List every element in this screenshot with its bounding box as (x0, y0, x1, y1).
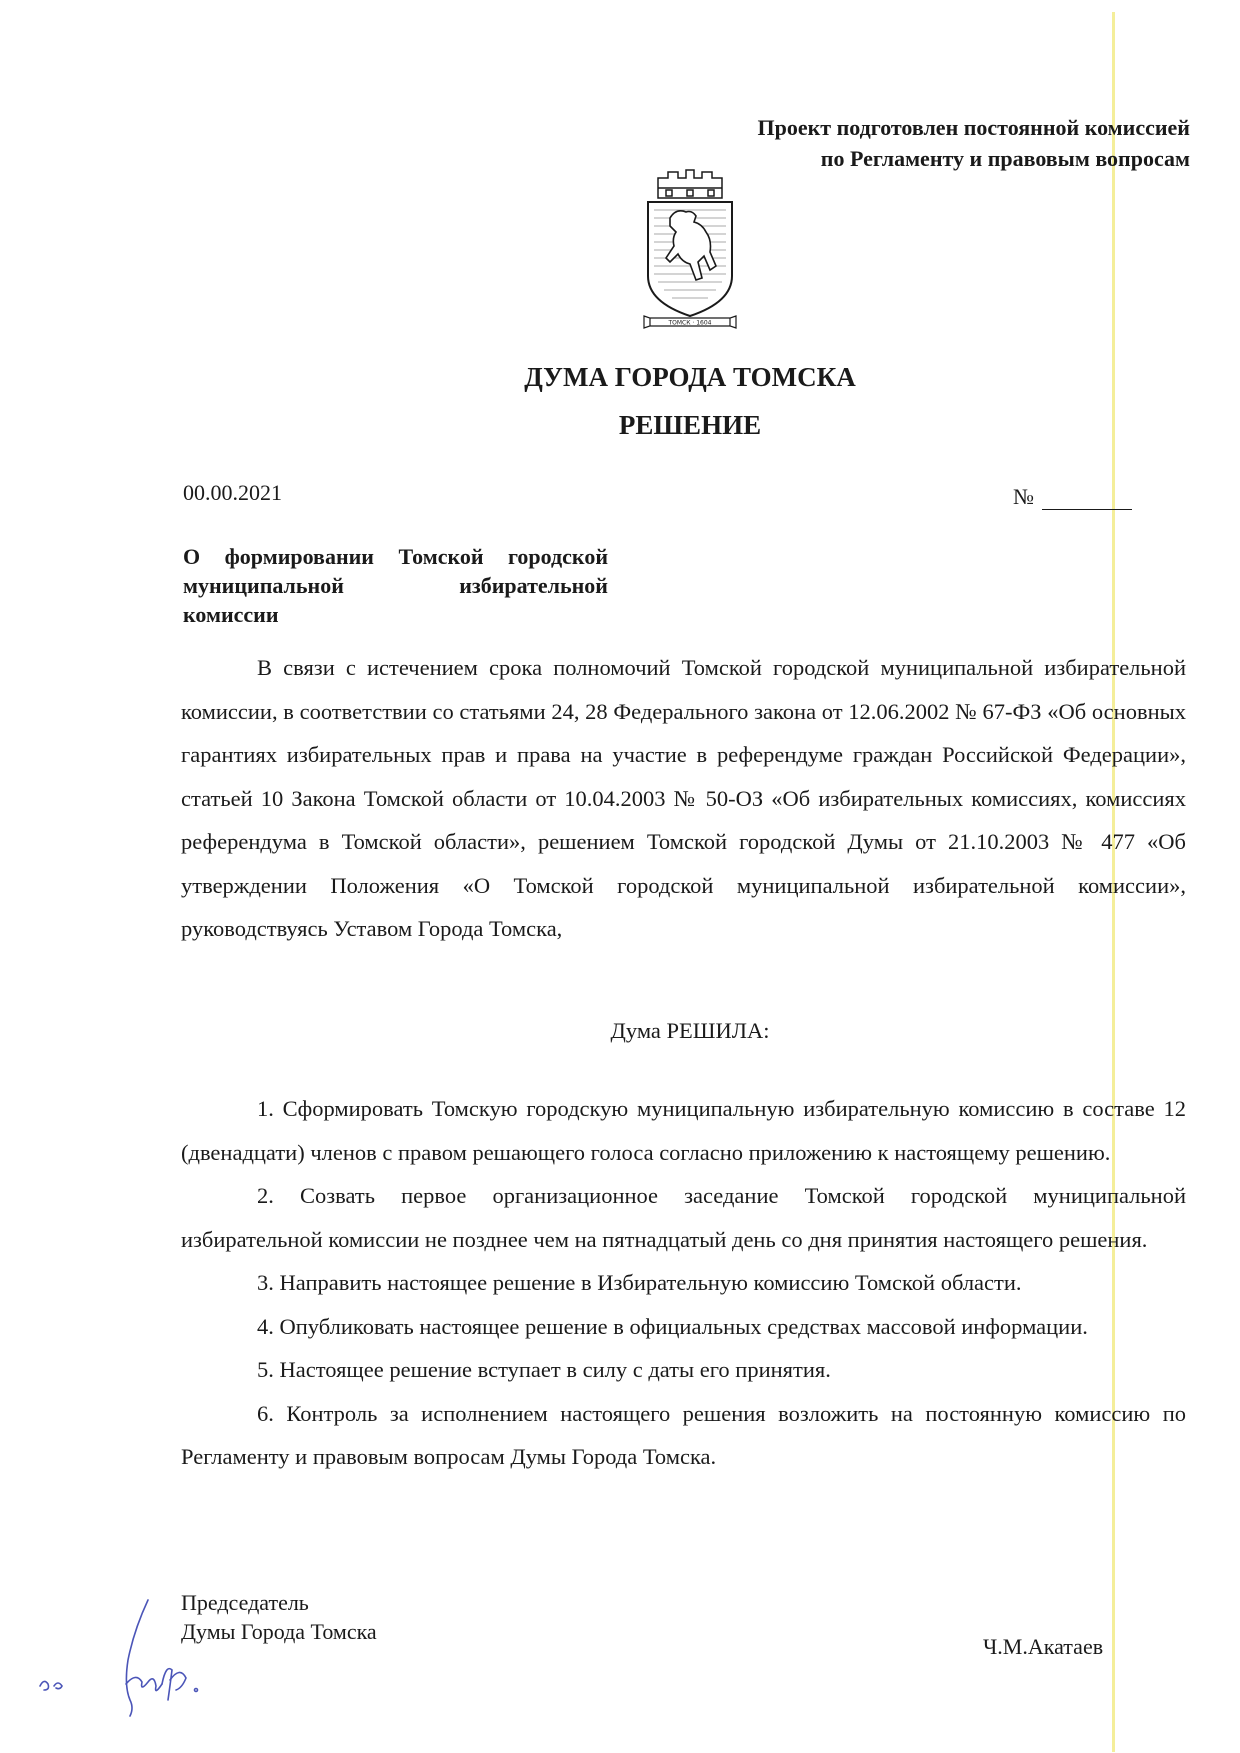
resolution-item: 6. Контроль за исполнением настоящего решения возложить на постоянную комиссию по Регламенту и правовым вопросам Думы Города Томска. (181, 1400, 1186, 1469)
subject-line-2: муниципальной избирательной (183, 573, 608, 598)
header-note (550, 112, 1190, 174)
signatory-name: Ч.М.Акатаев (983, 1634, 1104, 1659)
preamble-paragraph: В связи с истечением срока полномочий Томской городской муниципальной избирательной комиссии, в соответствии со статьями 24, 28 Федерального закона от 12.06.2002 № 67-ФЗ «Об основных гарантиях избирательных прав и права на участие в референдуме граждан Российской Федерации», статьей 10 Закона Томской области от 10.04.2003 № 50-ОЗ «Об избирательных комиссиях, комиссиях референдума в Томской области», решением Томской городской Думы от 21.10.2003 № 477 «Об утверждении Положения «О Томской городской муниципальной избирательной комиссии», руководствуясь Уставом Города Томска, (181, 655, 1186, 941)
handwritten-signature-icon (30, 1590, 210, 1720)
document-subject (183, 542, 608, 629)
resolution-item: 2. Созвать первое организационное заседание Томской городской муниципальной избирательной комиссии не позднее чем на пятнадцатый день со дня принятия настоящего решения. (181, 1183, 1186, 1252)
signatory-title-line-1: Председатель (181, 1590, 309, 1615)
resolution-items (181, 1087, 1186, 1479)
document-number (1013, 484, 1132, 510)
signatory-title-line-2: Думы Города Томска (181, 1619, 377, 1644)
subject-line-1: О формировании Томской городской (183, 544, 608, 569)
tomsk-coat-of-arms-icon (640, 166, 740, 336)
subject-line-3: комиссии (183, 602, 279, 627)
resolution-item: 3. Направить настоящее решение в Избирательную комиссию Томской области. (257, 1270, 1022, 1295)
header-note-line-2: по Регламенту и правовым вопросам (820, 146, 1190, 171)
organization-title: ДУМА ГОРОДА ТОМСКА (524, 362, 856, 392)
document-type: РЕШЕНИЕ (618, 410, 762, 440)
resolution-item: 4. Опубликовать настоящее решение в официальных средствах массовой информации. (257, 1313, 1088, 1339)
document-date: 00.00.2021 (183, 480, 282, 505)
signatory-title (181, 1588, 377, 1646)
resolution-item: 1. Сформировать Томскую городскую муниципальную избирательную комиссию в составе 12 (двенадцати) членов с правом решающего голоса согласно приложению к настоящему решению. (181, 1096, 1186, 1165)
emblem-ribbon-text: ТОМСК · 1604 (668, 319, 712, 327)
resolved-heading: Дума РЕШИЛА: (610, 1018, 770, 1043)
number-label: № (1013, 484, 1034, 509)
number-blank-line (1042, 487, 1132, 510)
resolution-item: 5. Настоящее решение вступает в силу с даты его принятия. (257, 1357, 831, 1382)
header-note-line-1: Проект подготовлен постоянной комиссией (757, 115, 1190, 140)
